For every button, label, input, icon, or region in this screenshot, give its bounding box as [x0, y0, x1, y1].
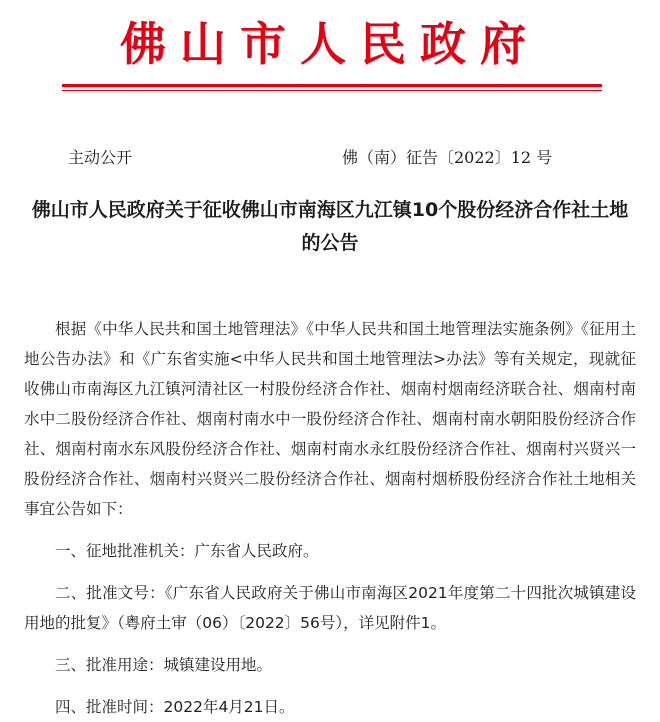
intro-paragraph: 根据《中华人民共和国土地管理法》《中华人民共和国土地管理法实施条例》《征用土地公告办法》和《广东省实施<中华人民共和国土地管理法>办法》等有关规定，现就征收佛山市南海区九江镇河清社区一村股份经济合作社、烟南村烟南经济联合社、烟南村南水中二股份经济合作社、烟南村南水中一股份经济合作社、烟南村南水朝阳股份经济合作社、烟南村南水东风股份经济合作社、烟南村南水永红股份经济合作社、烟南村兴贤兴一股份经济合作社、烟南村兴贤兴二股份经济合作社、烟南村烟桥股份经济合作社土地相关事宜公告如下：	[24, 320, 636, 518]
header-red-rule-thin	[62, 90, 602, 91]
document-number: 佛（南）征告〔2022〕12 号	[342, 148, 553, 167]
notice-title: 佛山市人民政府关于征收佛山市南海区九江镇10个股份经济合作社土地的公告	[31, 199, 629, 254]
visibility-label: 主动公开	[68, 148, 133, 167]
issuer-header: 佛山市人民政府	[120, 17, 540, 71]
item-approval-number: 二、批准文号：《广东省人民政府关于佛山市南海区2021年度第二十四批次城镇建设用地的批复》（粤府土审（06）〔2022〕56号），详见附件1。	[24, 584, 636, 632]
notice-body	[24, 314, 636, 722]
header-red-rule	[62, 84, 602, 87]
item-approval-date: 四、批准时间：2022年4月21日。	[55, 698, 295, 716]
item-approved-use: 三、批准用途：城镇建设用地。	[55, 656, 273, 674]
item-approval-authority: 一、征地批准机关：广东省人民政府。	[55, 542, 319, 560]
